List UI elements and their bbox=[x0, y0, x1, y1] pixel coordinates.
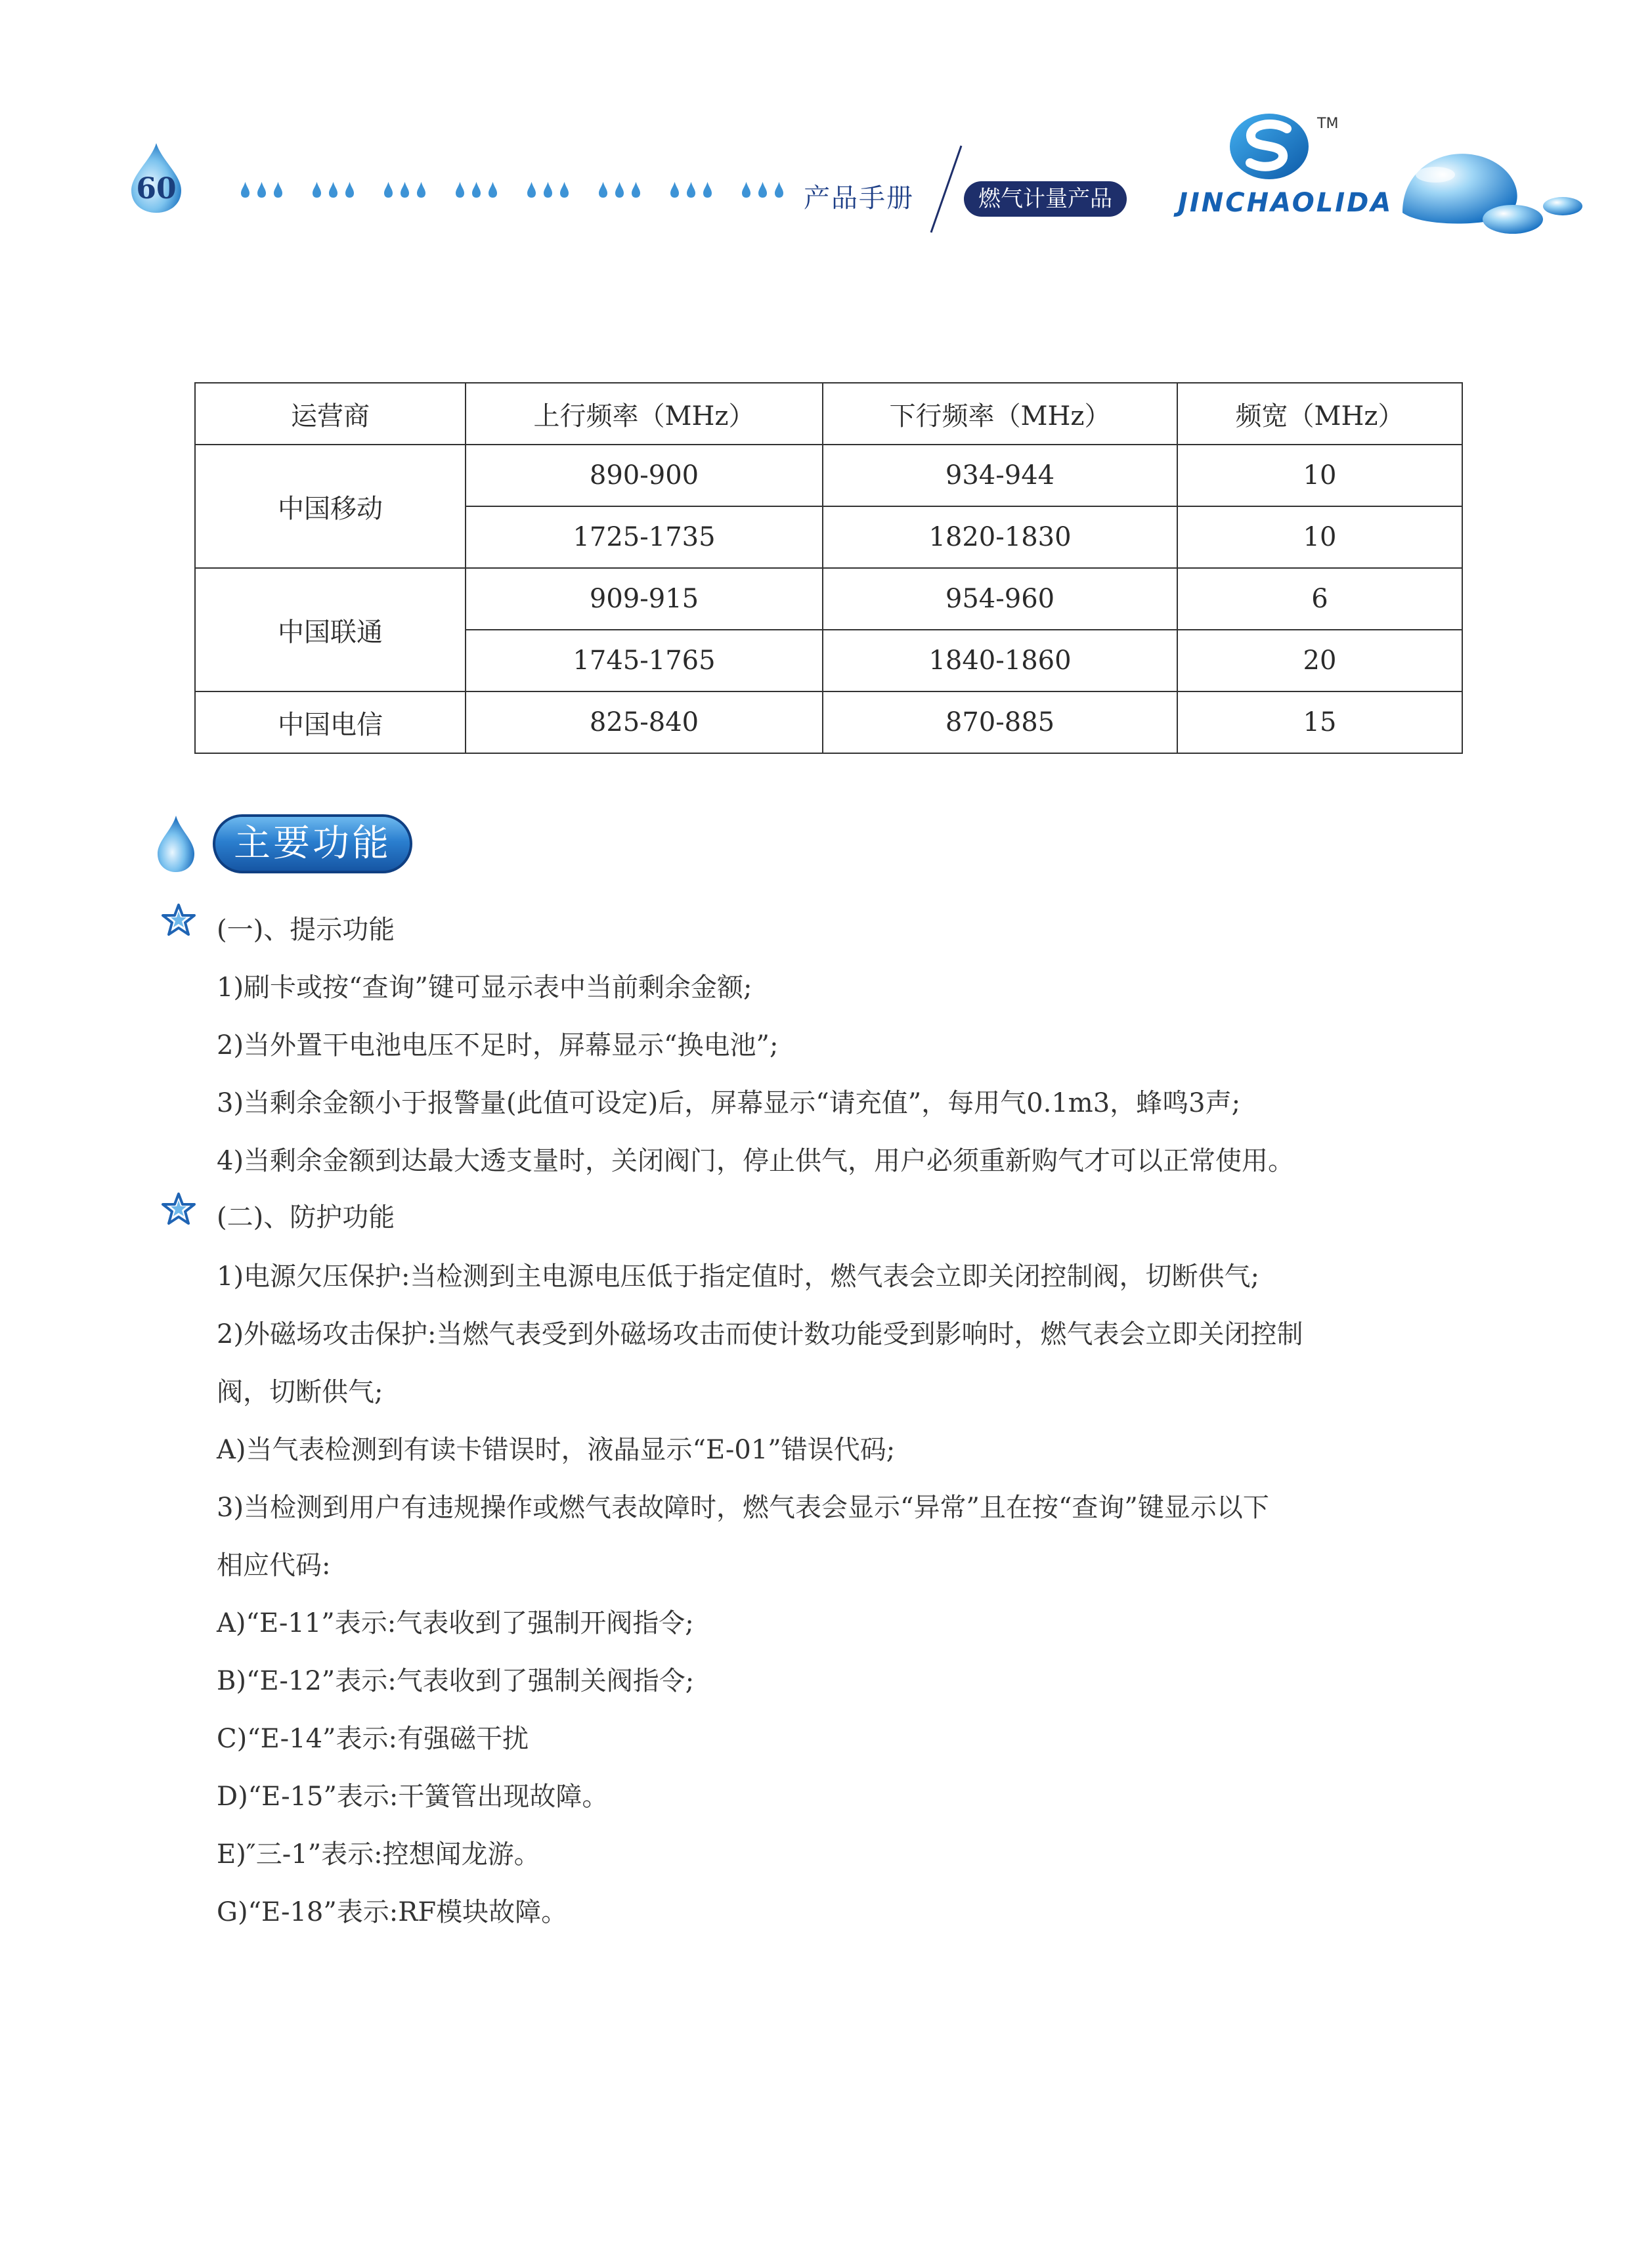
table-row bbox=[195, 691, 1462, 753]
subsection-heading: (二)、防护功能 bbox=[217, 1202, 395, 1233]
body-line: 4)当剩余金额到达最大透支量时，关闭阀门，停止供气，用户必须重新购气才可以正常使用。 bbox=[217, 1146, 1295, 1176]
body-line: A)当气表检测到有读卡错误时，液晶显示“E-01”错误代码; bbox=[217, 1435, 896, 1465]
decorative-drop-row bbox=[240, 181, 784, 198]
drop-icon bbox=[455, 181, 465, 198]
jinchaolida-logo-icon bbox=[1227, 110, 1312, 183]
body-line: 3)当检测到用户有违规操作或燃气表故障时，燃气表会显示“异常”且在按“查询”键显示以下 bbox=[217, 1493, 1269, 1523]
drop-icon bbox=[400, 181, 410, 198]
drop-icon bbox=[631, 181, 641, 198]
frequency-table bbox=[194, 382, 1463, 754]
subsection-heading: (一)、提示功能 bbox=[217, 915, 395, 945]
table-cell: 1745-1765 bbox=[466, 630, 823, 691]
water-splash-icon bbox=[1396, 135, 1586, 247]
drop-icon bbox=[559, 181, 569, 198]
drop-icon bbox=[741, 181, 751, 198]
table-cell: 10 bbox=[1177, 445, 1462, 506]
body-line: A)“E-11”表示:气表收到了强制开阀指令; bbox=[217, 1608, 694, 1638]
body-line: G)“E-18”表示:RF模块故障。 bbox=[217, 1897, 568, 1927]
drop-icon bbox=[416, 181, 426, 198]
star-bullet-icon bbox=[162, 1193, 196, 1225]
table-row bbox=[195, 445, 1462, 506]
table-cell: 954-960 bbox=[823, 568, 1177, 630]
operator-cell: 中国电信 bbox=[195, 691, 466, 753]
column-header: 运营商 bbox=[195, 383, 466, 445]
section-title: 主要功能 bbox=[213, 814, 412, 873]
body-line: B)“E-12”表示:气表收到了强制关阀指令; bbox=[217, 1666, 695, 1696]
body-line: 1)刷卡或按“查询”键可显示表中当前剩余金额; bbox=[217, 973, 752, 1003]
manual-title: 产品手册 bbox=[804, 183, 914, 213]
drop-icon bbox=[328, 181, 338, 198]
body-line: E)″三-1”表示:控想闻龙游。 bbox=[217, 1839, 540, 1870]
table-cell: 1725-1735 bbox=[466, 506, 823, 568]
drop-icon bbox=[257, 181, 267, 198]
category-badge: 燃气计量产品 bbox=[964, 181, 1127, 217]
table-cell: 909-915 bbox=[466, 568, 823, 630]
column-header: 上行频率（MHz） bbox=[466, 383, 823, 445]
drop-icon bbox=[686, 181, 696, 198]
drop-icon bbox=[312, 181, 322, 198]
table-cell: 20 bbox=[1177, 630, 1462, 691]
body-line: 3)当剩余金额小于报警量(此值可设定)后，屏幕显示“请充值”，每用气0.1m3，蜂鸣3声; bbox=[217, 1088, 1241, 1118]
table-cell: 825-840 bbox=[466, 691, 823, 753]
table-header-row bbox=[195, 383, 1462, 445]
column-header: 下行频率（MHz） bbox=[823, 383, 1177, 445]
operator-cell: 中国联通 bbox=[195, 568, 466, 691]
drop-icon bbox=[488, 181, 498, 198]
operator-cell: 中国移动 bbox=[195, 445, 466, 568]
brand-name: JINCHAOLIDA bbox=[1178, 188, 1393, 218]
section-drop-icon bbox=[156, 814, 196, 873]
drop-icon bbox=[543, 181, 553, 198]
body-line: 相应代码: bbox=[217, 1550, 331, 1581]
drop-icon bbox=[471, 181, 481, 198]
table-cell: 1840-1860 bbox=[823, 630, 1177, 691]
header-divider bbox=[926, 143, 965, 235]
table-cell: 10 bbox=[1177, 506, 1462, 568]
trademark-mark: TM bbox=[1317, 116, 1339, 132]
drop-icon bbox=[240, 181, 250, 198]
drop-icon bbox=[670, 181, 680, 198]
drop-icon bbox=[598, 181, 608, 198]
drop-icon bbox=[615, 181, 624, 198]
drop-icon bbox=[758, 181, 768, 198]
star-bullet-icon bbox=[162, 904, 196, 936]
drop-icon bbox=[527, 181, 536, 198]
table-cell: 870-885 bbox=[823, 691, 1177, 753]
body-line: 1)电源欠压保护:当检测到主电源电压低于指定值时，燃气表会立即关闭控制阀，切断供气; bbox=[217, 1261, 1260, 1292]
table-cell: 6 bbox=[1177, 568, 1462, 630]
drop-icon bbox=[345, 181, 355, 198]
drop-icon bbox=[383, 181, 393, 198]
body-line: 2)当外置干电池电压不足时，屏幕显示“换电池”; bbox=[217, 1030, 779, 1061]
drop-icon bbox=[703, 181, 712, 198]
table-cell: 15 bbox=[1177, 691, 1462, 753]
table-cell: 890-900 bbox=[466, 445, 823, 506]
column-header: 频宽（MHz） bbox=[1177, 383, 1462, 445]
body-line: C)“E-14”表示:有强磁干扰 bbox=[217, 1724, 529, 1754]
body-line: D)“E-15”表示:干簧管出现故障。 bbox=[217, 1782, 609, 1812]
table-cell: 934-944 bbox=[823, 445, 1177, 506]
drop-icon bbox=[774, 181, 784, 198]
drop-icon bbox=[273, 181, 283, 198]
body-line: 2)外磁场攻击保护:当燃气表受到外磁场攻击而使计数功能受到影响时，燃气表会立即关闭控制 bbox=[217, 1319, 1303, 1349]
table-cell: 1820-1830 bbox=[823, 506, 1177, 568]
page-number: 60 bbox=[136, 172, 177, 206]
table-row bbox=[195, 568, 1462, 630]
body-line: 阀，切断供气; bbox=[217, 1377, 383, 1407]
